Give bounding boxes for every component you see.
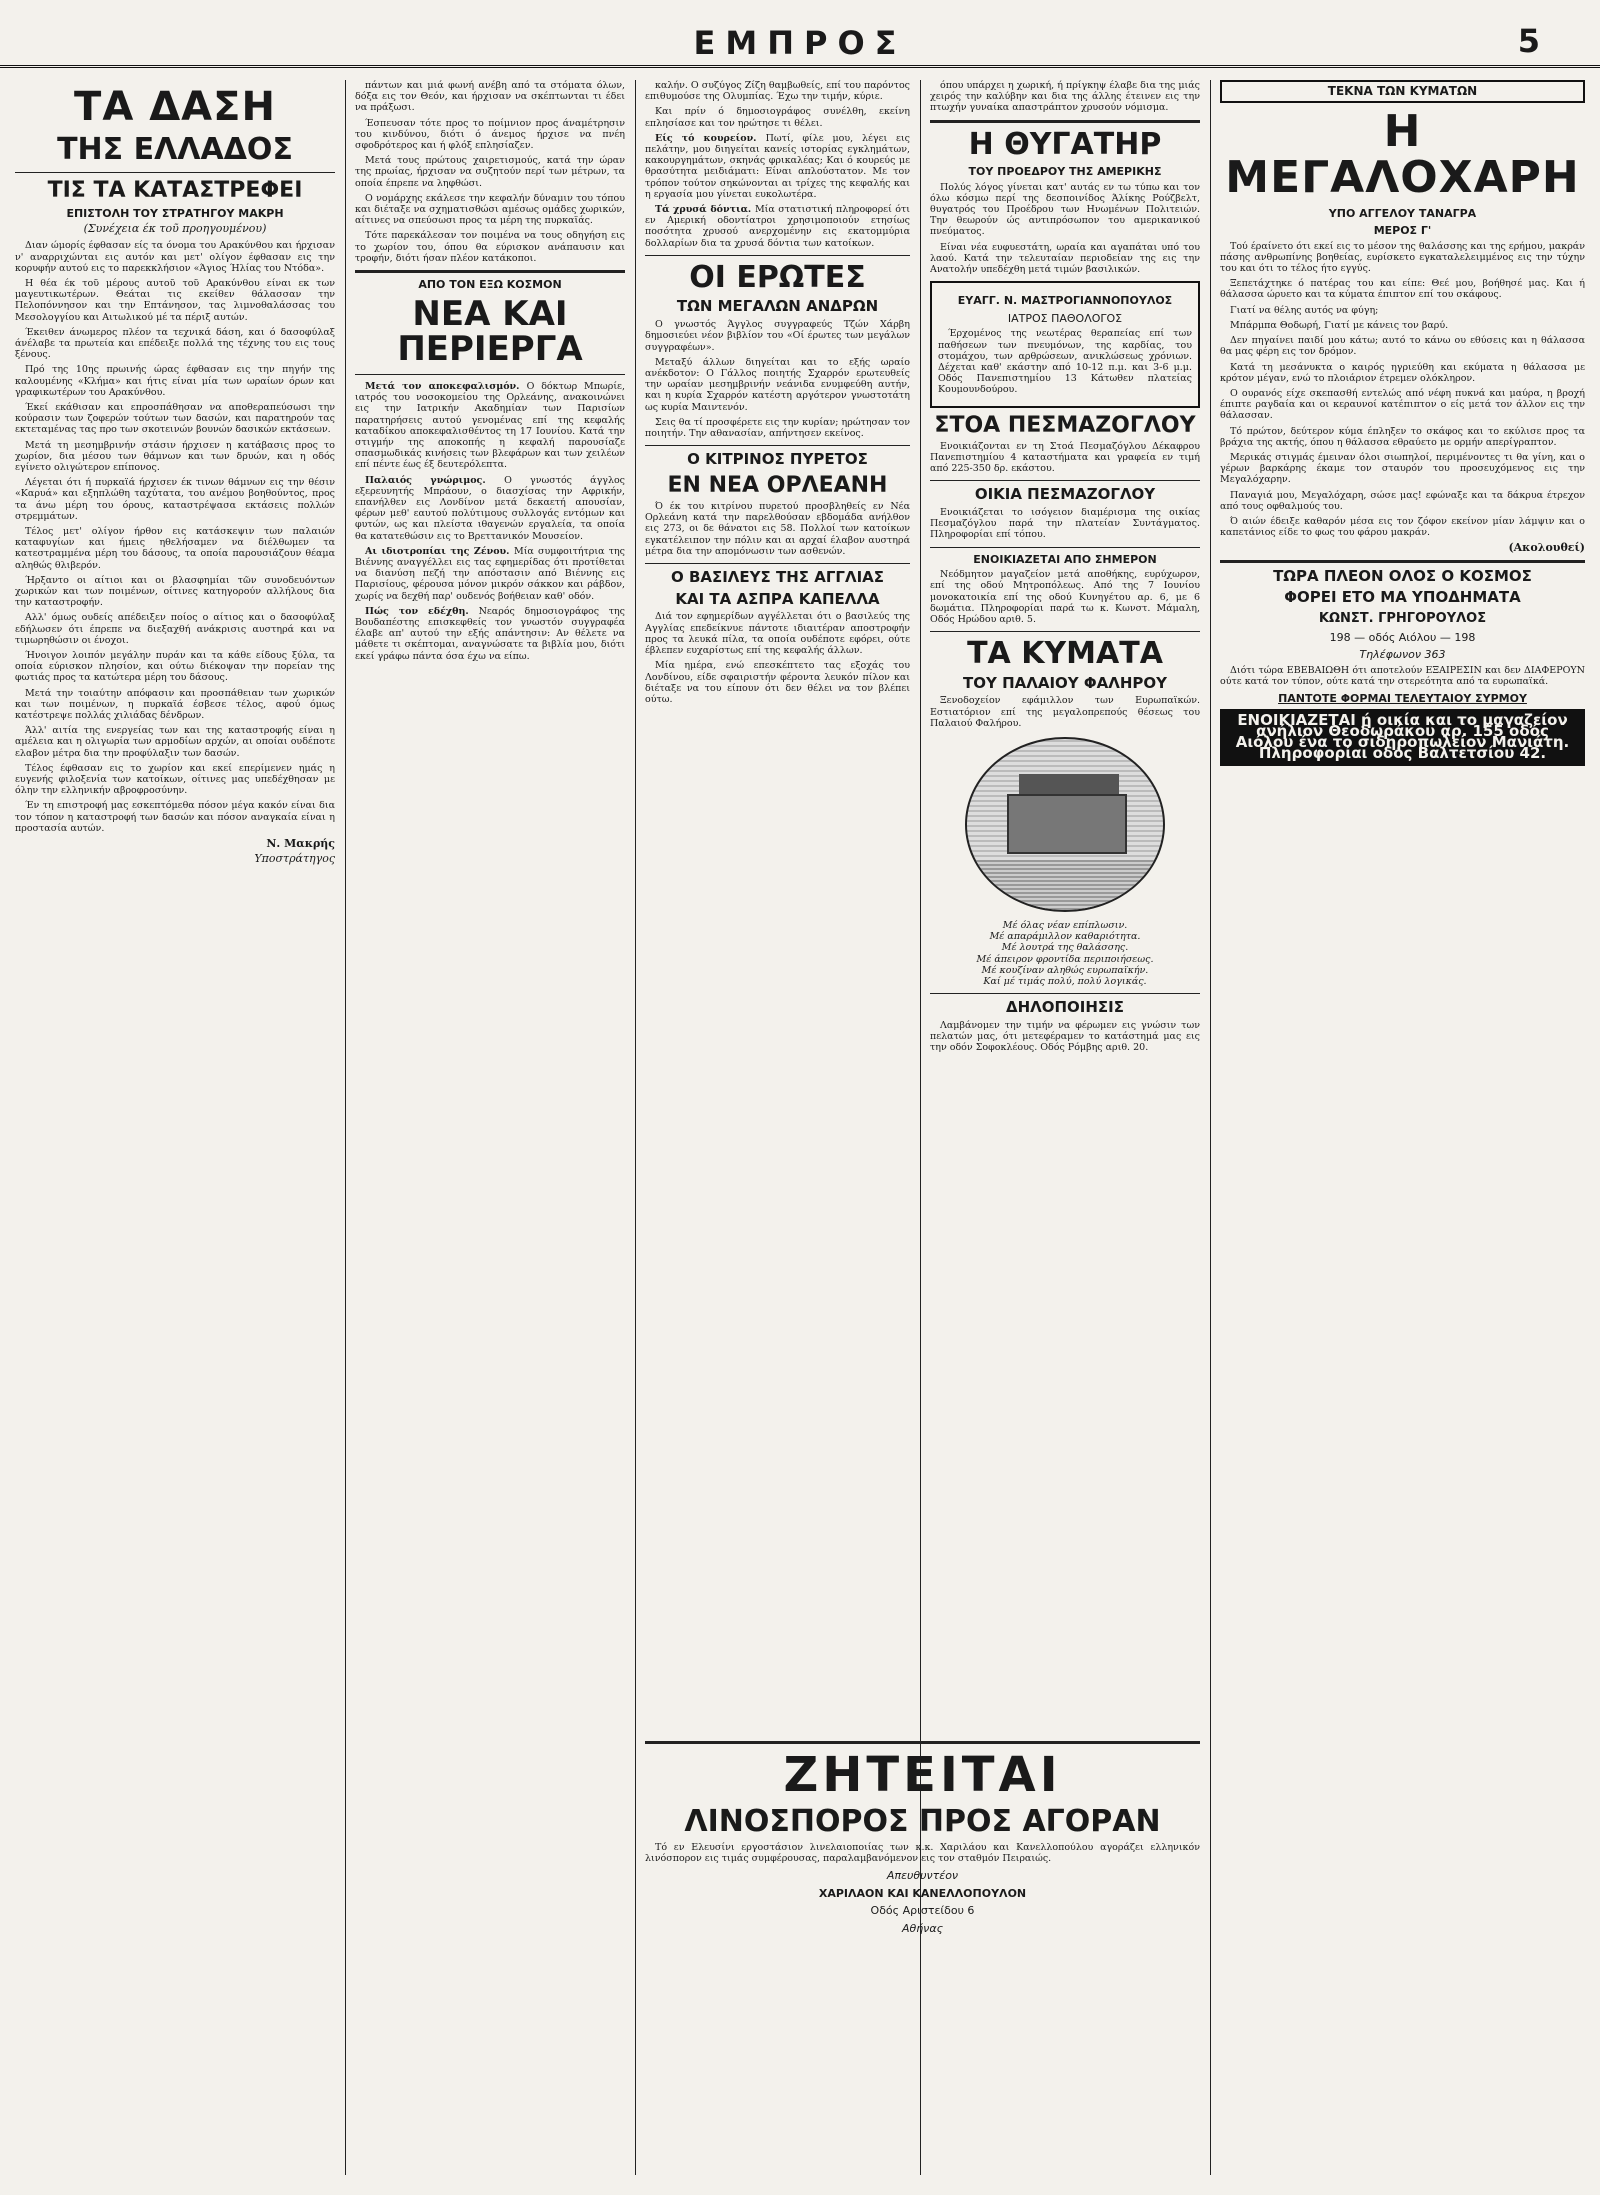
paragraph: Έκειθεν άνωμερος πλέον τα τεχνικά δάση, και ό δασοφύλαξ άνέλαβε τα πρωτεία και επέδειξε πολλά της τέχνης του εις τους ξένους.: [15, 326, 335, 361]
headline-news-curiosities: ΝΕΑ ΚΑΙ ΠΕΡΙΕΡΓΑ: [397, 293, 583, 370]
feature-line: Καί μέ τιμάς πολύ, πολύ λογικάς.: [983, 976, 1147, 988]
paragraph: Ό έκ του κιτρίνου πυρετού προσβληθείς εν Νέα Ορλεάνη κατά την παρελθούσαν εβδομάδα ανήλθον εις 273, οι δε θάνατοι εις 58. Πολλοί των κατοίκων εγκατέλειπον την πόλιν και αι αρχαί έλαβον αυστηρά μέτρα δια την απομόνωσιν των ασθενών.: [645, 500, 910, 557]
paragraph: όπου υπάρχει η χωρική, ή πρίγκηψ έλαβε δια της μιάς χειρός την καλύβην και δια της άλλης έτεινεν εις την πτωχήν γυναίκα απαστράπτον χρυσούν νόμισμα.: [930, 80, 1200, 114]
paragraph: Διαν ώμορίς έφθασαν είς τα όνομα του Αρακύνθου και ήρχισαν ν' αναρριχώνται εις αυτόν και μετ' ολίγον έφθασαν εις την κορυφήν αυτού εις το παρεκκλήσιον «Άγιος Ήλίας του Ντόδα».: [15, 240, 335, 274]
article-body: [645, 319, 910, 439]
column-rule: [345, 80, 346, 2175]
masthead: [0, 22, 1600, 68]
news-item: [355, 381, 625, 471]
news-item: [645, 204, 910, 249]
article-body: [930, 182, 1200, 276]
paragraph: Μία ημέρα, ενώ επεσκέπτετο τας εξοχάς του Λονδίνου, είδε σφαιριστήν φέροντα λευκόν πίλον και διέταξε να του είπουν ότι δεν θέλει να τον βλέπει ούτω.: [645, 660, 910, 705]
article-body: [645, 611, 910, 705]
paragraph: Και πρίν ό δημοσιογράφος συνέλθη, εκείνη επλησίασε και τον ηρώτησε τι θέλει.: [645, 106, 910, 129]
paragraph: πάντων και μιά φωνή ανέβη από τα στόματα όλων, δόξα εις τον Θεόν, και ήρχισαν να σκέπτωνται τι έδει να πράξωσι.: [355, 80, 625, 114]
headline-loves: ΟΙ ΕΡΩΤΕΣ: [689, 259, 866, 295]
doctor-title: ΙΑΤΡΟΣ ΠΑΘΟΛΟΓΟΣ: [1007, 311, 1123, 325]
serial-body: [1220, 241, 1585, 539]
divider: [645, 445, 910, 446]
paragraph: καλήν. Ο συζύγος Ζίζη θαμβωθείς, επί του παρόντος επιθυμούσε της Ολυμπίας. Έχω την τιμήν, κύριε.: [645, 80, 910, 103]
doctor-text: Έρχομένος της νεωτέρας θεραπείας επί των παθήσεων των πνευμόνων, της καρδίας, του στομάχου, των αρθρώσεων, ανικλώσεως χρόνιων. Δέχεται καθ' εκάστην από 10-12 π.μ. και 3-6 μ.μ. Οδός Πανεπιστημίου 13 Κάτωθεν πλατείας Κουμουνδούρου.: [938, 328, 1192, 396]
article-body: [355, 80, 625, 264]
divider: [645, 1741, 1200, 1744]
paragraph: Πρό της 10ης πρωινής ώρας έφθασαν εις την πηγήν της καλουμένης «Κλήμα» και ήτις είναι μία των ωραίων όρων και γραφικωτέρων του Αρακύνθου.: [15, 364, 335, 398]
news-item-title: Μετά τον αποκεφαλισμόν.: [365, 380, 527, 392]
shoes-address: 198 — οδός Αιόλου — 198: [1329, 630, 1476, 644]
serial-part: ΜΕΡΟΣ Γ': [1373, 224, 1432, 238]
kicker-letter: ΕΠΙΣΤΟΛΗ ΤΟΥ ΣΤΡΑΤΗΓΟΥ ΜΑΚΡΗ: [66, 206, 284, 220]
waves-text: Ξενοδοχείον εφάμιλλον των Ευρωπαϊκών. Εστιατόριον επί της μεγαλοπρεπούς θέσεως του Παλαιού Φαλήρου.: [930, 695, 1200, 729]
feature-line: Μέ λουτρά της θαλάσσης.: [1001, 942, 1129, 954]
paragraph: Γιατί να θέλης αυτός να φύγη;: [1230, 304, 1379, 316]
divider: [930, 631, 1200, 632]
headline-of-greece: ΤΗΣ ΕΛΛΑΔΟΣ: [57, 132, 293, 167]
linseed-headline: ΖΗΤΕΙΤΑΙ: [783, 1747, 1062, 1803]
news-item-text: Μία συμφοιτήτρια της Βιέννης αναγγέλλει εις τας εφημερίδας ότι προτίθεται να διανύση πεζή την απόστασιν από Βιέννης εις Παρισίους, φέρουσα μόνον μικρόν σάκκον και ράβδον, χωρίς να δεχθή παρ' ουδενός βοήθειαν καθ' οδόν.: [355, 545, 625, 602]
article-body: [930, 80, 1200, 114]
headline-who-destroys: ΤΙΣ ΤΑ ΚΑΤΑΣΤΡΕΦΕΙ: [47, 177, 303, 203]
divider: [930, 480, 1200, 481]
linseed-ad: [645, 1735, 1200, 2155]
waves-subheadline: ΤΟΥ ΠΑΛΑΙΟΥ ΦΑΛΗΡΟΥ: [963, 673, 1167, 692]
short-items: [645, 133, 910, 249]
paragraph: Τότε παρεκάλεσαν τον ποιμένα να τους οδηγήση εις το χωρίον του, όπου θα εύρισκον ανάπαυσιν και τροφήν, διότι ήσαν πλέον κατάκοποι.: [355, 230, 625, 264]
headline-daughter: Η ΘΥΓΑΤΗΡ: [968, 126, 1162, 162]
divider: [355, 374, 625, 375]
column-rule: [1210, 80, 1211, 2175]
shoes-headline: ΤΩΡΑ ΠΛΕΟΝ ΟΛΟΣ Ο ΚΟΣΜΟΣ: [1273, 566, 1532, 585]
feature-line: Μέ όλας νέαν επίπλωσιν.: [1002, 920, 1128, 932]
paragraph: Τέλος έφθασαν εις το χωρίον και εκεί επερίμενεν ημάς η ευγενής φιλοξενία των κατοίκων, οίτινες μας υπεδέχθησαν με όλην την ελληνικήν αβροφροσύνην.: [15, 762, 335, 797]
paragraph: Η θέα έκ τοῦ μέρους αυτοῦ τοῦ Αρακύνθου είναι εκ των μαγευτικωτέρων. Θεάται τις εκείθεν θάλασσαν την Πελοπόννησον και την Επτάνησον, τας λιμνοθαλάσσας του Μεσολογγίου και Αιτωλικού μέ τα πέριξ αυτών.: [15, 277, 335, 323]
linseed-sig-label: Απευθυντέον: [886, 1869, 959, 1883]
shoes-tagline: ΠΑΝΤΟΤΕ ΦΟΡΜΑΙ ΤΕΛΕΥΤΑΙΟΥ ΣΥΡΜΟΥ: [1278, 692, 1527, 706]
paragraph: Πολύς λόγος γίνεται κατ' αυτάς εν τω τύπω και τον όλω κόσμω περί της δεσποινίδος Άλίκης Ρούζβελτ, θυγατρός του Προέδρου των Ηνωμένων Πολιτειών. Την θεωρούν ώς αντιπρόσωπον του αμερικανικού πνεύματος.: [930, 181, 1200, 238]
paragraph: Ό αιών έδειξε καθαρόν μέσα εις τον ζόφον εκείνον μίαν λάμψιν και ο καπετάνιος είδε το φως του φάρου μακράν.: [1220, 515, 1585, 539]
waves-headline: ΤΑ ΚΥΜΑΤΑ: [967, 636, 1163, 672]
paragraph: Τού έραίνετο ότι εκεί εις το μέσον της θαλάσσης και της ερήμου, μακράν πάσης ανθρωπίνης βοηθείας, ευρίσκετο εγκαταλελειμμένος εις την τύχην του και ότι το τέλος ήτο εγγύς.: [1220, 240, 1585, 275]
news-items: [355, 381, 625, 662]
news-item-title: Πώς τον εδέχθη.: [365, 605, 479, 617]
serial-headline: Η ΜΕΓΑΛΟΧΑΡΗ: [1225, 106, 1580, 204]
divider: [1220, 560, 1585, 563]
notice-text: Λαμβάνομεν την τιμήν να φέρωμεν εις γνώσιν των πελατών μας, ότι μετεφέραμεν το κατάστημά μας εις την οδόν Σοφοκλέους. Οδός Ρόμβης αριθ. 20.: [930, 1020, 1200, 1054]
news-item: [355, 475, 625, 542]
paragraph: Έν τη επιστροφή μας εσκεπτόμεθα πόσον μέγα κακόν είναι δια τον τόπον η καταστροφή των δασών και πόσον αναγκαία είναι η προστασία αυτών.: [15, 800, 335, 834]
column-1: [15, 80, 335, 2175]
paragraph: Διά τον εφημερίδων αγγέλλεται ότι ο βασιλεύς της Αγγλίας επεδείκνυε πάντοτε ιδιαιτέραν αποστροφήν προς τα λευκά πίλα, τα οποία ουδέποτε εφόρει, ούτε έβλεπεν ευχαρίστως επί της κεφαλής άλλων.: [645, 611, 910, 657]
column-rule: [635, 80, 636, 2175]
column-5: [1220, 80, 1585, 2175]
paragraph: Ο νομάρχης εκάλεσε την κεφαλήν δύναμιν του τόπου και διέταξε να σχηματισθώσι αμέσως ομάδες χωρικών, αίτινες να σπεύσωσι προς τα μέρη της πυρκαϊάς.: [355, 192, 625, 227]
rent-ad-inverted: ΕΝΟΙΚΙΑΖΕΤΑΙ ή οικία και το μαγαζείον ανήλιον Θεοδωράκου αρ. 155 οδός Αιόλου ένα το σιδηροπωλείον Μανιάτη. Πληροφορίαι οδός Βαλτετσίου 42.: [1220, 709, 1585, 766]
paragraph: Τέλος μετ' ολίγον ήρθον εις κατάσκεψιν των παλαιών καταφυγίων και ήμεις ηθελήσαμεν να διέλθωμεν τα κατεστραμμένα μέρη του δάσους, τα οποία παρουσιάζουν θέαμα αληθώς θλιβερόν.: [15, 526, 335, 571]
stoa-text: Ενοικιάζονται εν τη Στοά Πεσμαζόγλου Δέκαφρου Πανεπιστημίου 4 καταστήματα και γραφεία εν τιμή από 225-350 δρ. εκάστου.: [930, 440, 1200, 475]
divider: [355, 270, 625, 273]
article-body: [645, 501, 910, 557]
divider: [15, 172, 335, 173]
hotel-illustration: [965, 737, 1165, 912]
feature-line: Μέ απαράμιλλον καθαριότητα.: [989, 931, 1141, 943]
paragraph: Αλλ' όμως ουδείς απέδειξεν ποίος ο αίτιος και ο δασοφύλαξ εδήλωσεν ότι έπρεπε να διεξαχθή ανάκρισις αυστηρά και να τιμωρηθώσιν οι ένοχοι.: [15, 612, 335, 646]
divider: [930, 547, 1200, 548]
linseed-sig-address: Οδός Αριστείδου 6: [870, 1904, 975, 1918]
news-item-text: Ο γνωστός άγγλος εξερευνητής Μπράουν, ο διασχίσας την Αφρικήν, επανήλθεν εις Λονδίνον μετά δεκαετή απουσίαν, φέρων μεθ' εαυτού πολύτιμους συλλογάς εντόμων και φυτών, ως και πλείστα ιθαγενών εργαλεία, τα οποία θα κατατεθώσιν εις το Βρεττανικόν Μουσείον.: [355, 474, 625, 542]
paragraph: Παναγιά μου, Μεγαλόχαρη, σώσε μας! εφώναξε και τα δάκρυα έτρεχον από τους οφθαλμούς του.: [1220, 489, 1585, 512]
feature-line: Μέ κουζίναν αληθώς ευρωπαϊκήν.: [981, 964, 1149, 976]
sea-waves-icon: [967, 860, 1163, 910]
shoes-subheadline: ΦΟΡΕΙ ΕΤΟ ΜΑ ΥΠΟΔΗΜΑΤΑ: [1284, 588, 1521, 607]
doctor-ad: [930, 281, 1200, 407]
news-item-title: Τά χρυσά δόντια.: [655, 204, 755, 216]
paragraph: Δεν πηγαίνει παιδί μου κάτω; αυτό το κάνω ου εθύσεις και η θάλασσα θα μας φέρη εις τον δρόμον.: [1220, 335, 1585, 358]
oikia-text: Ενοικιάζεται το ισόγειον διαμέρισμα της οικίας Πεσμαζόγλου παρά την πλατείαν Συντάγματος. Πληροφορίαι επί τόπου.: [930, 507, 1200, 541]
author-signature: Ν. Μακρής: [266, 837, 335, 851]
linseed-subheadline: ΛΙΝΟΣΠΟΡΟΣ ΠΡΟΣ ΑΓΟΡΑΝ: [684, 1804, 1161, 1840]
paragraph: Ήρξαντο οι αίτιοι και οι βλασφημίαι τῶν συνοδευόντων χωρικών και των ποιμένων, οίτινες κατηγορούν αλλήλους δια την καταστροφήν.: [15, 574, 335, 609]
headline-great-men: ΤΩΝ ΜΕΓΑΛΩΝ ΑΝΔΡΩΝ: [676, 297, 879, 316]
paragraph: Μετά την τοιαύτην απόφασιν και προσπάθειαν των χωρικών και των ποιμένων, η πυρκαϊά έσβεσε τέλος, αφού όμως κατέστρεψε πολλάς χιλιάδας δένδρων.: [15, 687, 335, 722]
stoa-title: ΣΤΟΑ ΠΕΣΜΑΖΟΓΛΟΥ: [934, 412, 1196, 438]
headline-president: ΤΟΥ ΠΡΟΕΔΡΟΥ ΤΗΣ ΑΜΕΡΙΚΗΣ: [968, 165, 1162, 179]
author-title: Υποστράτηγος: [254, 852, 335, 866]
paragraph: Μετά τους πρώτους χαιρετισμούς, κατά την ώραν της πρωίας, ήρχισαν να συζητούν περί των μέτρων, τα οποία έπρεπε να ληφθώσι.: [355, 155, 625, 189]
page-number: 5: [1517, 22, 1540, 60]
headline-white-hats: ΚΑΙ ΤΑ ΑΣΠΡΑ ΚΑΠΕΛΛΑ: [675, 589, 880, 608]
rent-text: Νεόδμητον μαγαζείον μετά αποθήκης, ευρύχωρον, επί της οδού Μητροπόλεως. Από της 7 Ιουνίου μονοκατοικία επί της οδού Κυνηγέτου αρ. 6, με 6 δωμάτια. Πληροφορίαι παρά τω κ. Κωνστ. Μάμαλη, Οδός Ηρώδου αριθ. 5.: [930, 569, 1200, 626]
paragraph: Τό πρώτον, δεύτερον κύμα έπληξεν το σκάφος και το εκύλισε προς τα βράχια της ακτής, όπου η θάλασσα εθραύετο με ορμήν απερίγραπτον.: [1220, 425, 1585, 448]
news-item-text: Νεαρός δημοσιογράφος της Βουδαπέστης επισκεφθείς τον γνωστόν συγγραφέα έλαβε απ' αυτού την εξής απάντησιν: Αν θέλετε να μάθετε τι σκέπτομαι, αναγνώσατε τα βιβλία μου, διότι εκεί γράφω πάντα όσα έχω να είπω.: [355, 605, 625, 662]
hotel-building-icon: [1007, 794, 1127, 854]
column-3: [645, 80, 910, 1725]
paragraph: Μερικάς στιγμάς έμειναν όλοι σιωπηλοί, περιμένοντες τι θα γίνη, και ο γέρων βαρκάρης έκαμε τον σταυρόν του προσευχόμενος εις την Μεγαλόχαρην.: [1220, 451, 1585, 486]
news-item: [355, 546, 625, 602]
paragraph: Μετά τη μεσημβρινήν στάσιν ήρχισεν η κατάβασις προς το χωρίον, δια μέσου των θάμνων και των δρυών, και η οδός εγίνετο ολιγώτερον επίπονος.: [15, 439, 335, 473]
divider: [930, 993, 1200, 994]
headline-new-orleans: ΕΝ ΝΕΑ ΟΡΛΕΑΝΗ: [667, 472, 888, 498]
news-item-title: Είς τό κουρείον.: [655, 132, 766, 144]
feature-line: Μέ άπειρον φροντίδα περιποιήσεως.: [976, 953, 1154, 965]
article-body: [645, 80, 910, 129]
paragraph: Ο γνωστός Άγγλος συγγραφεύς Τζών Χάρβη δημοσιεύει νέον βιβλίον του «Οί έρωτες των μεγάλων συγγραφέων».: [645, 319, 910, 353]
rent-title: ΕΝΟΙΚΙΑΖΕΤΑΙ ΑΠΟ ΣΗΜΕΡΟΝ: [973, 552, 1157, 566]
article-body: [15, 240, 335, 834]
serial-byline: ΥΠΟ ΑΓΓΕΛΟΥ ΤΑΝΑΓΡΑ: [1328, 206, 1477, 220]
paragraph: Είναι νέα ευφυεστάτη, ωραία και αγαπάται υπό του λαού. Κατά την τελευταίαν περιοδείαν της εις την Ανατολήν υπεδέχθη μετά τιμών βασιλικών.: [930, 241, 1200, 276]
paragraph: Ήνοιγον λοιπόν μεγάλην πυράν και τα κάθε είδους ξύλα, τα οποία εύρισκον πλησίον, και ούτω διέκοψαν την πορείαν της φωτιάς προς τα κατώτερα μέρη του δάσους.: [15, 650, 335, 684]
headline-forests: ΤΑ ΔΑΣΗ: [74, 84, 276, 130]
to-be-continued: (Ακολουθεί): [1508, 541, 1585, 555]
paragraph: Έκεί εκάθισαν και επροσπάθησαν να αποθεραπεύσωσι την κούρασιν των ζοφερών τούτων των δασών, και παρατηρούν τας εκτεταμένας τας προ των σκοτεινών βουνών δασικών εκτάσεων.: [15, 401, 335, 436]
paragraph: Σεις θα τί προσφέρετε εις την κυρίαν; ηρώτησαν τον ποιητήν. Την αθανασίαν, απήντησεν εκείνος.: [645, 416, 910, 439]
linseed-text: Τό εν Ελευσίνι εργοστάσιον λινελαιοποιίας των κ.κ. Χαριλάου και Κανελλοπούλου αγοράζει ελληνικόν λινόσπορον εις τιμάς συμφέρουσας, παραλαμβανόμενον εις τον σταθμόν Πειραιώς.: [645, 1841, 1200, 1865]
newspaper-title: ΕΜΠΡΟΣ: [693, 24, 907, 62]
news-item-text: Μία στατιστική πληροφορεί ότι εν Αμερική οδοντίατροι χρησιμοποιούν ετησίως ποσότητα χρυσού ανερχομένην εις εκατομμύρια δολλαρίων δια τα χρυσά δόντια των κατοίκων.: [645, 204, 910, 249]
news-item-title: Παλαιός γνώριμος.: [365, 474, 505, 486]
linseed-sig-city: Αθήνας: [901, 1921, 944, 1935]
column-4: [930, 80, 1200, 1725]
paragraph: Ο ουρανός είχε σκεπασθή εντελώς από νέφη πυκνά και μαύρα, η βροχή έπιπτε ραγδαία και οι κεραυνοί κατέπιπτον ο είς μετά τον άλλον εις την θάλασσαν.: [1220, 387, 1585, 422]
paragraph: Κατά τη μεσάνυκτα ο καιρός ηγριεύθη και εκύματα η θάλασσα με κρότον μέγαν, ενώ το πλοιάριον έτρεμεν ολόκληρον.: [1220, 361, 1585, 384]
divider: [645, 563, 910, 564]
section-head-abroad: ΑΠΟ ΤΟΝ ΕΞΩ ΚΟΣΜΟΝ: [418, 278, 562, 292]
paragraph: Άλλ' αιτία της ενεργείας των και της καταστροφής είναι η αμέλεια και η ολιγωρία των αρμοδίων αρχών, αι οποίαι ουδέποτε ελαβον μέτρα δια την προφύλαξιν των δασών.: [15, 725, 335, 759]
divider: [645, 255, 910, 256]
headline-yellow-fever: Ο ΚΙΤΡΙΝΟΣ ΠΥΡΕΤΟΣ: [687, 450, 868, 469]
news-item-title: Αι ιδιοτροπίαι της Ζένου.: [365, 545, 514, 557]
news-item-text: Ο δόκτωρ Μπωρίε, ιατρός του νοσοκομείου της Ορλεάνης, ανακοινώνει εις την Ιατρικήν Ακαδημίαν των Παρισίων παρατηρήσεις αυτού γενομένας επί της κεφαλής καταδίκου αποκεφαλισθέντος τη 17 Ιουνίου. Κατά την στιγμήν της αποκοπής η κεφαλή παρουσίαζε σπασμωδικάς κινήσεις των βλεφάρων και των χειλέων επί πέντε έως έξ δευτερόλεπτα.: [355, 380, 625, 471]
serial-tag: ΤΕΚΝΑ ΤΩΝ ΚΥΜΑΤΩΝ: [1220, 80, 1585, 103]
oikia-title: ΟΙΚΙΑ ΠΕΣΜΑΖΟΓΛΟΥ: [974, 485, 1156, 504]
news-item-text: Πωτί, φίλε μου, λέγει εις πελάτην, μου διηγείται κανείς ιστορίας εγκλημάτων, κακουργημάτων, σκηνάς φρικαλέας; Και ό κουρεύς με θρασύτητα μειδιάματι: Είναι απλούστατον. Με τον τρόπον τούτον σηκώνονται αι τρίχες της κεφαλής και η εργασία μου γίνεται ευκολωτέρα.: [645, 132, 910, 200]
paragraph: Ξεπετάχτηκε ό πατέρας του και είπε: Θεέ μου, βοήθησέ μας. Και ή θάλασσα ώρυετο και τα κύματα έπιπτον επί του σκάφους.: [1220, 278, 1585, 301]
paragraph: Μεταξύ άλλων διηγείται και το εξής ωραίο ανέκδοτον: Ο Γάλλος ποιητής Σχαρρόν ερωτευθείς την ωραίαν μεσημβρινήν νεάνιδα ενυμφεύθη αυτήν, και η κυρία Σχαρρόν κατέστη αργότερον γνωστοτάτη ως κυρία Μαιντενόν.: [645, 356, 910, 413]
news-item: [645, 133, 910, 200]
headline-king-england: Ο ΒΑΣΙΛΕΥΣ ΤΗΣ ΑΓΓΛΙΑΣ: [670, 567, 885, 586]
paragraph: Μπάρμπα Θοδωρή, Γιατί με κάνεις τον βαρύ.: [1230, 319, 1449, 331]
linseed-sig-name: ΧΑΡΙΛΑΟΝ ΚΑΙ ΚΑΝΕΛΛΟΠΟΥΛΟΝ: [818, 1886, 1027, 1900]
shoes-phone: Τηλέφωνον 363: [1359, 648, 1446, 662]
shoes-merchant: ΚΩΝΣΤ. ΓΡΗΓΟΡΟΥΛΟΣ: [1318, 611, 1487, 627]
waves-features: [930, 920, 1200, 987]
shoes-text: Διότι τώρα ΕΒΕΒΑΙΩΘΗ ότι αποτελούν ΕΞΑΙΡΕΣΙΝ και δεν ΔΙΑΦΕΡΟΥΝ ούτε κατά τον τύπον, ούτε κατά την στερεότητα από τα ευρωπαϊκά.: [1220, 664, 1585, 687]
divider: [930, 120, 1200, 123]
doctor-name: ΕΥΑΓΓ. Ν. ΜΑΣΤΡΟΓΙΑΝΝΟΠΟΥΛΟΣ: [957, 294, 1173, 308]
news-item: [355, 606, 625, 662]
column-2: [355, 80, 625, 2175]
paragraph: Λέγεται ότι ή πυρκαϊά ήρχισεν έκ τινων θάμνων εις την θέσιν «Καρυά» και εξηπλώθη ταχύτατα, του ανέμου βοηθούντος, προς τα άνω μέρη του όρους, καταστρέψασα εκτάσεις πολλών στρεμμάτων.: [15, 477, 335, 522]
notice-title: ΔΗΛΟΠΟΙΗΣΙΣ: [1005, 998, 1125, 1017]
continued-note: (Συνέχεια έκ τοῦ προηγουμένου): [83, 222, 267, 236]
paragraph: Έσπευσαν τότε προς το ποίμνιον προς άναμέτρησιν του κινδύνου, διότι ό άνεμος ήρχισε να πνέη σφοδρότερος και ή φλόξ επλησίαζεν.: [355, 117, 625, 152]
